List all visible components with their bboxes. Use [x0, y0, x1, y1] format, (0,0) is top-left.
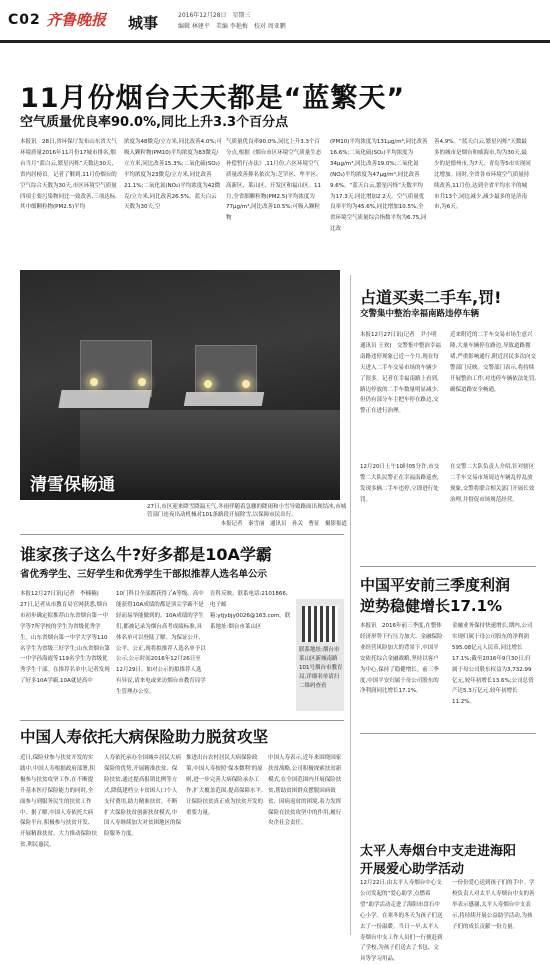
divider [360, 566, 536, 567]
article2-subheadline: 省优秀学生、三好学生和优秀学生干部拟推荐人选名单公示 [20, 569, 268, 580]
article3-headline: 中国人寿依托大病保险助力脱贫攻坚 [20, 728, 269, 746]
article6-headline-line1: 太平人寿烟台中支走进海阳 [360, 844, 517, 859]
photo-credit: 本报记者 秦雪丽 通讯员 孙关 曹征 摄影报道 [220, 520, 347, 527]
article6-column-1: 12月22日,由太平人寿烟台中心支公司发起的“爱心助学,点燃希望”助学活动走进了海阳市盘石中心小学。在寒冬的冬天为孩子们送去了一份温暖。当日一早,太平人寿烟台中支工作人员们一行便赶到了学校,为孩子们送去了书包、文具等学习用品。 [360, 880, 443, 963]
photo-headlight [242, 380, 250, 388]
article3-column-2: 人寿依托承办全国城乡居民大病保险的优势,开展精准扶贫、保险扶贫,通过提高报销比例等方式,降低建档立卡贫困人口个人支付费用,助力精准扶贫。不断扩大保险扶贫创新扶贫模式,中国人寿继续加大对贫困地区的保险服务力度。 [104, 755, 182, 838]
header-date: 2016年12月28日 星期三 [178, 12, 251, 19]
lead-column-1: 本报讯 28日,省环保厅发布山东省大气环境质量2016年11月份17城市排名,烟台当月“蓝白云,繁星闪烁”天数达30天,省内居榜首。记者了解到,11月份烟台的空气综合天数为30天,市区环境空气质量四项主要污染物同比一致改善,三项达标,其中细颗粒物(PM2.5)平均 [20, 139, 117, 211]
page-number: C02 [8, 12, 41, 28]
article5-headline-line1: 中国平安前三季度利润 [360, 576, 511, 594]
photo-plow-2 [184, 392, 264, 406]
photo-caption-body: 27日,市区迎来降雪降温天气,冬雨伴随着急骤的降雨和小雪导致路面出现结冰,市城管部门连夜出动机械对101条路段开展除雪,以保障市民出行。 [147, 504, 347, 519]
photo-headlight [90, 378, 98, 386]
lead-column-2: 浓度为48微克/立方米,同比改善4.0%;可吸入颗粒物(PM10)平均浓度为83微克/立方米,同比改善15.3%;二氧化硫(SO₂)平均浓度为23微克/立方米,同比改善21.1%;二氧化氮(NO₂)平均浓度为42微克/立方米,同比改善26.5%。蓝天白云天数为30天,空 [124, 139, 222, 211]
article5-column-2: 金融业务保持快速增长,期内,公司实现归属于母公司股东的净利润595.08亿元人民币,同比增长17.1%;截至2016年9月30日,归属于母公司股东权益为3,732.99亿元,较年初增长13.6%;公司总资产达5.3万亿元,较年初增长11.2%。 [452, 623, 534, 706]
header-staff: 编辑 林建平 美编 李艳梅 校对 周亚鹏 [178, 23, 286, 30]
article3-column-1: 近日,保险业参与扶贫开发的实践中,中国人寿根据政府部署,积极参与扶贫攻坚工作,在不断提升基本医疗保险能力的同时,全面参与到服务民生的扶贫工作中。据了解,中国人寿依托大病保险平台,积极参与扶贫开发、开展精准扶贫。大力推动保险扶贫,利民惠民。 [20, 755, 98, 849]
photo-truck-2 [195, 345, 257, 397]
article6-headline-line2: 开展爱心助学活动 [360, 862, 465, 877]
qr-ad-text: 联系地址:烟台市莱山区新城南路101号烟台市教育局,详细名单请扫二维码查看 [299, 647, 343, 689]
photo-headlight [204, 380, 212, 388]
article2-column-2: 10门科目全部都获得了A等级。高中能获得10A成绩的都是顶尖学霸不是轻而易举能做到的。10A成绩的学生们,都被记录为烟台高考成绩标准,具体名单可以登陆了解。为保证公开、公平、公正,现将拟推荐人选名单予以公示,公示时间2016年12月26日至12月29日。如对公示的拟推荐人选有异议,请来电或来访烟台市教育局学生管理办公室。 [116, 591, 206, 696]
article4-subheadline: 交警集中整治幸福南路违停车辆 [360, 309, 480, 319]
article6-column-2: 一份份爱心送到孩子们的手中。学校负责人对太平人寿烟台中支的善举表示感谢,太平人寿烟台中支表示,将持续开展公益助学活动,为孩子们的成长贡献一份力量。 [452, 880, 535, 930]
article4-column-3: 12月20日上午10时05分许,市交警二大队民警正在幸福南路巡查,发现多辆二手车违停,立即进行处罚。 [360, 464, 440, 503]
article4-headline: 占道买卖二手车,罚! [360, 288, 502, 307]
lead-headline: 11月份烟台天天都是“蓝繁天” [20, 83, 406, 114]
section-name: 城事 [128, 14, 159, 32]
article5-headline-line2: 逆势稳健增长17.1% [360, 597, 503, 615]
newspaper-logo: 齐鲁晚报 [46, 11, 107, 29]
divider [20, 720, 344, 721]
snow-clearing-photo [20, 270, 340, 500]
article5-column-1: 本报讯 2016年前三季度,在整体经济形势下行压力加大、金融保险业经营风险加大的背景下,中国平安依托综合金融战略,坚持以客户为中心,保持了稳健增长。前三季度,中国平安归属于母公司股东的净利润同比增长17.1%。 [360, 623, 443, 695]
article2-column-3: 育科反映。联系电话:2101866,电子邮箱:ytjybjy0026@163.com。联系地址:烟台市莱山区 [210, 591, 291, 630]
page-header [0, 0, 550, 43]
vertical-divider [350, 275, 351, 935]
article4-column-1: 本报12月27日讯(记者 尹小明 通讯员 王欢) 交警集中整治幸福南路违停现象已近一个月,现在每天进入二手车交易市场的车辆少了很多。记者在幸福南路上看到,路边停放的二手车数量明显减少,但仍有部分车主把车停在路边,交警正在进行治理。 [360, 332, 441, 415]
divider [20, 534, 344, 535]
lead-column-5: 善4.9%。“蓝天白云,繁星闪烁”天数最多的城市是烟台和威海市,均为30天,最少的是德州市,为7天。青岛等5市实现同比增加。同时,全省各市环境空气质量持续改善,11月份,达到全省平均水平的城市共13个,同比减少,减少最多的是济南市,为6天。 [434, 139, 531, 211]
article4-column-4: 在交警二大队负责人介绍,针对辖区二手车交易市场周边车辆乱停乱放现象,交警将联合相关部门开展长效治理,并督促市场规范经营。 [450, 464, 535, 503]
photo-caption-text [147, 503, 347, 528]
photo-road [80, 410, 340, 500]
qr-code-icon [302, 606, 338, 642]
lead-column-4: (PM10)平均浓度为131μg/m³,同比改善16.6%;二氧化硫(SO₂)平均浓度为34μg/m³,同比改善19.0%;二氧化氮(NO₂)平均浓度为47μg/m³,同比改善9.6%。“蓝天白云,繁星闪烁”天数平均为17.3天,同比增加2.2天。空气质量优良率平均为45.6%,同比增加10.5%,全省环境空气质量综合指数平均为6.75,同比改 [330, 139, 428, 233]
article3-column-4: 中国人寿表示,近年来围绕国家扶贫战略,公司积极探索扶贫新模式,在全国范围内开展保险扶贫,帮助贫困群众摆脱因病致贫、因病返贫的困境,着力发挥保险在扶贫攻坚中的作用,履行央企社会责任。 [268, 755, 342, 827]
photo-headlight [138, 378, 146, 386]
article4-column-2: 近来附近的二手车交易市场生意兴隆,大量车辆停在路边,导致道路拥堵,严重影响通行,附近居民多次向交警部门反映。交警部门表示,将持续开展整治工作,对违停车辆依法处罚,确保道路安全畅通。 [450, 332, 536, 393]
article2-headline: 谁家孩子这么牛?好多都是10A学霸 [20, 545, 272, 564]
article3-column-3: 推进出台农村居民大病保险政策,中国人寿按照‘保本微利’的原则,进一步完善大病保险承办工作,扩大覆盖范围,提高保障水平,让保险扶贫真正成为扶贫开发的重要力量。 [186, 755, 264, 816]
lead-subheadline: 空气质量优良率90.0%,同比上升3.3个百分点 [20, 115, 289, 130]
divider [360, 733, 536, 734]
article2-column-1: 本报12月27日讯(记者 李楠楠) 27日,记者从市教育局官网获悉,烟台市初步确定拟推荐山东省烟台第一中学等7所学校的学生为省级优秀学生。山东省烟台第一中学大学等110名学生为省级三好学生;山东省烟台第一中学孙海霞等119名学生为省级优秀学生干部。在推荐名单中,记者发现了好多10A学霸,10A就是高中 [20, 591, 110, 685]
photo-caption-title: 清雪保畅通 [30, 475, 115, 495]
photo-plow-1 [58, 390, 151, 408]
photo-truck-1 [80, 340, 152, 397]
lead-column-3: 气质量优良率90.0%,同比上升3.3个百分点,根据《烟台市区环境空气质量生态补偿暂行办法》,11月份,六区环境空气质量改善排名依次为:芝罘区、牟平区、高新区、莱山区、开发区和福山区。11月,全省细颗粒物(PM2.5)平均浓度为77μg/m³,同比改善10.5%;可吸入颗粒物 [226, 139, 322, 222]
